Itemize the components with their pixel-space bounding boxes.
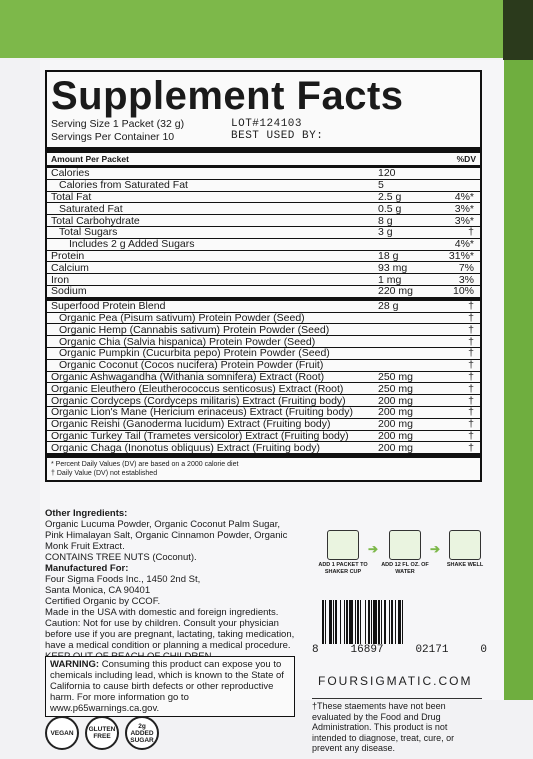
facts-name: Calcium [51,261,89,274]
facts-dv: † [468,370,474,383]
allergen-statement: CONTAINS TREE NUTS (Coconut). [45,552,197,563]
facts-row [47,301,480,313]
facts-amount: 5 [378,179,384,192]
facts-amount: 28 g [378,300,399,313]
facts-row [47,336,480,348]
other-ingredients-text: Organic Lucuma Powder, Organic Coconut Palm Sugar, Pink Himalayan Salt, Organic Cinnamon Powder, Organic Monk Fruit Extract. [45,519,288,552]
fda-disclaimer: †These staements have not been evaluated by the Food and Drug Administration. This product is not intended to diagnose, treat, cure, or prevent any disease. [312,698,482,754]
facts-dv: 4%* [454,238,474,251]
step-label: ADD 12 FL OZ. OF WATER [381,562,429,575]
facts-row [47,324,480,336]
facts-name: Organic Lion's Mane (Hericium erinaceus) Extract (Fruiting body) [51,406,353,419]
amount-per-packet: Amount Per Packet [51,154,129,164]
step-shake [440,530,490,569]
facts-name: Organic Coconut (Cocos nucifera) Protein Powder (Fruit) [59,359,324,372]
barcode-digit-group: 02171 [415,644,449,656]
facts-name: Superfood Protein Blend [51,300,166,313]
facts-amount: 0.5 g [378,202,402,215]
barcode [312,600,487,658]
facts-dv: † [468,226,474,239]
facts-name: Protein [51,249,85,262]
facts-name: Organic Eleuthero (Eleutherococcus senticosus) Extract (Root) [51,382,344,395]
facts-name: Includes 2 g Added Sugars [69,238,195,251]
facts-name: Total Fat [51,191,92,203]
address-line-2: Santa Monica, CA 90401 [45,585,151,596]
facts-name: Organic Ashwagandha (Withania somnifera) Extract (Root) [51,370,325,383]
facts-row [47,407,480,419]
facts-dv: † [468,394,474,407]
dark-corner [503,0,533,60]
facts-amount: 93 mg [378,261,408,274]
facts-name: Organic Cordyceps (Cordyceps militaris) Extract (Fruiting body) [51,394,346,407]
facts-dv: † [468,382,474,395]
supplement-facts-panel [45,70,482,482]
facts-dv: 4%* [454,191,474,203]
serving-size: Serving Size 1 Packet (32 g) [51,118,185,130]
facts-row [47,360,480,372]
facts-dv: 31%* [448,249,474,262]
green-side-band [503,0,533,700]
warning-text: Consuming this product can expose you to chemicals including lead, which is known to the State of California to cause birth defects or other reproductive harm. For more information go to www.p65warnings.ca.gov. [50,659,284,714]
green-top-band [0,0,533,58]
facts-dv: † [468,418,474,431]
manufactured-heading: Manufactured For: [45,563,129,574]
barcode-digit-group: 16897 [350,644,384,656]
nutrient-rows [47,168,480,298]
step-label: ADD 1 PACKET TO SHAKER CUP [318,562,368,575]
facts-row [47,180,480,192]
arrow-right-icon: ➔ [368,542,379,556]
facts-row [47,419,480,431]
facts-name: Organic Reishi (Ganoderma lucidum) Extract (Fruiting body) [51,418,331,431]
lot-number: LOT#124103 [231,118,303,130]
water-cup-icon [389,530,421,560]
arrow-right-icon: ➔ [430,542,441,556]
facts-amount: 200 mg [378,394,414,407]
lot-stamp [231,118,323,142]
facts-name: Organic Turkey Tail (Trametes versicolor) Extract (Fruiting body) [51,429,349,442]
facts-row [47,274,480,286]
address-line-1: Four Sigma Foods Inc., 1450 2nd St, [45,574,201,585]
facts-row [47,168,480,180]
facts-name: Total Sugars [59,226,118,239]
footnotes [47,458,480,480]
step-add-water [380,530,430,575]
prop65-warning [45,656,295,717]
facts-name: Saturated Fat [59,202,123,215]
facts-row [47,395,480,407]
facts-row [47,431,480,443]
servings-per-container: Servings Per Container 10 [51,131,175,143]
certified-organic: Certified Organic by CCOF. [45,596,161,607]
facts-dv: † [468,347,474,360]
facts-row [47,348,480,360]
facts-dv: † [468,441,474,454]
facts-dv: 3%* [454,214,474,227]
facts-row [47,286,480,298]
added-sugar-badge: 2g ADDED SUGAR [125,716,159,750]
barcode-digits [312,644,487,656]
facts-row [47,239,480,251]
caution-text: Caution: Not for use by children. Consult your physician before use if you are pregnant, lactating, taking medication, have a medical condition or planning a medical procedure. [45,618,295,651]
facts-dv: † [468,406,474,419]
facts-amount: 250 mg [378,382,414,395]
facts-row [47,262,480,274]
facts-amount: 8 g [378,214,393,227]
brand-url: FOURSIGMATIC.COM [318,674,473,688]
dv-header: %DV [456,154,476,164]
facts-dv: 7% [458,261,474,274]
facts-dv: † [468,429,474,442]
barcode-bar [403,600,405,644]
facts-dv: † [468,335,474,348]
best-used-by: BEST USED BY: [231,130,324,142]
footnote-dagger: † Daily Value (DV) not established [51,470,158,478]
facts-dv: † [468,311,474,324]
facts-dv: 10% [452,285,474,298]
badges [45,716,305,756]
facts-title: Supplement Facts [51,74,404,118]
facts-amount: 3 g [378,226,393,239]
facts-name: Calories [51,167,90,180]
facts-row [47,372,480,384]
facts-name: Organic Chaga (Inonotus obliquus) Extract (Fruiting body) [51,441,321,454]
packet-cup-icon [327,530,359,560]
barcode-digit-group: 8 [312,644,319,656]
vegan-badge: VEGAN [45,716,79,750]
shaker-icon [449,530,481,560]
facts-amount: 250 mg [378,370,414,383]
facts-row [47,215,480,227]
facts-name: Total Carbohydrate [51,214,140,227]
directions-steps [318,530,488,590]
facts-name: Organic Pea (Pisum sativum) Protein Powder (Seed) [59,311,305,324]
facts-amount: 18 g [378,249,399,262]
facts-name: Iron [51,273,70,286]
facts-name: Calories from Saturated Fat [59,179,188,192]
facts-row [47,313,480,325]
facts-amount: 1 mg [378,273,402,286]
facts-dv: 3%* [454,202,474,215]
facts-dv: 3% [458,273,474,286]
facts-dv: † [468,300,474,313]
facts-amount: 200 mg [378,441,414,454]
step-label: SHAKE WELL [446,562,484,568]
gluten-free-badge: GLUTEN FREE [85,716,119,750]
step-add-packet [318,530,368,575]
facts-amount: 200 mg [378,406,414,419]
facts-dv: † [468,359,474,372]
facts-row [47,227,480,239]
facts-row [47,383,480,395]
facts-amount: 200 mg [378,429,414,442]
facts-row [47,192,480,204]
facts-name: Organic Pumpkin (Cucurbita pepo) Protein Powder (Seed) [59,347,330,360]
barcode-bars [322,600,480,644]
barcode-digit-group: 0 [480,644,487,656]
facts-row [47,203,480,215]
facts-amount: 120 [378,167,396,180]
facts-row [47,442,480,454]
facts-amount: 220 mg [378,285,414,298]
facts-dv: † [468,323,474,336]
other-ingredients-heading: Other Ingredients: [45,508,128,519]
made-in-usa: Made in the USA with domestic and foreign ingredients. [45,607,279,618]
facts-name: Organic Chia (Salvia hispanica) Protein Powder (Seed) [59,335,316,348]
facts-row [47,251,480,263]
other-ingredients-block [45,508,300,662]
blend-rows [47,301,480,454]
warning-label: WARNING: [50,659,100,670]
facts-name: Organic Hemp (Cannabis sativum) Protein Powder (Seed) [59,323,330,336]
footnote-dv: * Percent Daily Values (DV) are based on a 2000 calorie diet [51,461,239,469]
amount-header [47,153,480,165]
facts-amount: 2.5 g [378,191,402,203]
facts-name: Sodium [51,285,87,298]
facts-amount: 200 mg [378,418,414,431]
